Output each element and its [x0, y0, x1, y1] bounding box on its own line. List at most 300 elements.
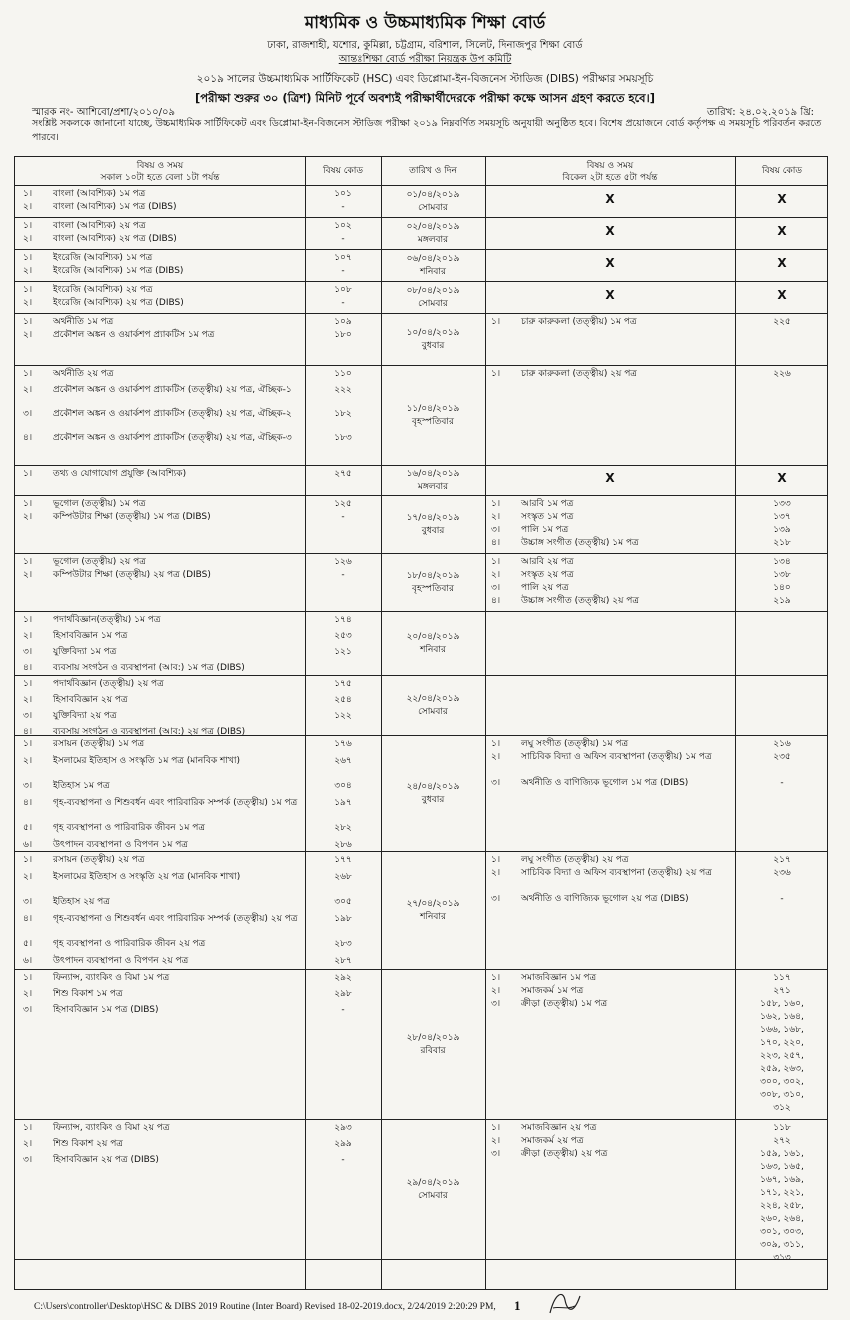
header-date-day: তারিখ ও দিন: [409, 166, 457, 176]
subject-code: ১০২: [334, 221, 352, 231]
subject-code: ২১৬: [773, 739, 791, 749]
afternoon-subject: [491, 867, 729, 880]
item-number: ২।: [491, 512, 501, 522]
morning-subject: [23, 822, 299, 835]
schedule-row: [15, 365, 827, 465]
item-number: ২।: [491, 752, 501, 762]
morning-subject: [23, 896, 299, 909]
schedule-row: [15, 675, 827, 735]
morning-subject: [23, 408, 299, 421]
item-number: ১।: [23, 679, 33, 689]
subject-name: বাংলা (আবশ্যিক) ১ম পত্র: [53, 189, 146, 199]
afternoon-subject: [491, 777, 729, 790]
schedule-row: [15, 611, 827, 675]
item-number: ২।: [491, 570, 501, 580]
morning-subject: [23, 384, 299, 397]
subject-code: ২৫৩: [334, 631, 352, 641]
exam-date: ০২/০৪/২০১৯: [406, 222, 460, 232]
subject-code: ২৯৩: [334, 1123, 352, 1133]
notice-text: সংশ্লিষ্ট সকলকে জানানো যাচ্ছে, উচ্চমাধ্যমিক সার্টিফিকেট এবং ডিপ্লোমা-ইন-বিজনেস স্টাডিজ পরীক্ষা ২০১৯ নিম্নবর্ণিত সময়সূচি অনুযায়ী অনুষ্ঠিত হবে। বিশেষ প্রয়োজনে বোর্ড কর্তৃপক্ষ এ সময়সূচি পরিবর্তন করতে পারবে।: [32, 118, 822, 143]
item-number: ২।: [23, 234, 33, 244]
item-number: ৩।: [491, 894, 501, 904]
item-number: ৩।: [23, 897, 33, 907]
morning-subject: [23, 662, 299, 675]
morning-subject: [23, 511, 299, 524]
item-number: ৩।: [23, 781, 33, 791]
subject-code: -: [341, 512, 345, 522]
afternoon-subject: [491, 738, 729, 751]
item-number: ১।: [491, 973, 501, 983]
exam-day: মঙ্গলবার: [417, 235, 449, 245]
subject-name: হিসাববিজ্ঞান ১ম পত্র (DIBS): [53, 1005, 159, 1015]
subject-code: ২৯৯: [334, 1139, 352, 1149]
subject-code: -: [341, 1005, 345, 1015]
item-number: ২।: [23, 695, 33, 705]
morning-subject: [23, 913, 299, 926]
item-number: ২।: [23, 631, 33, 641]
subject-name: ইসলামের ইতিহাস ও সংস্কৃতি ১ম পত্র (মানবিক শাখা): [53, 756, 240, 766]
item-number: ৬।: [23, 956, 33, 966]
subject-code: ২৮৭: [334, 956, 352, 966]
morning-subject: [23, 220, 299, 233]
exam-day: শনিবার: [420, 267, 446, 277]
subject-code: ১৬৭, ১৬৯,: [760, 1175, 804, 1185]
item-number: ২।: [23, 872, 33, 882]
item-number: ২।: [23, 989, 33, 999]
item-number: ২।: [23, 570, 33, 580]
morning-subject: [23, 188, 299, 201]
exam-title: ২০১৯ সালের উচ্চমাধ্যমিক সার্টিফিকেট (HSC) এবং ডিপ্লোমা-ইন-বিজনেস স্টাডিজ (DIBS) পরীক্ষার সময়সূচি: [196, 73, 654, 85]
item-number: ১।: [23, 189, 33, 199]
header-afternoon-subject: বিষয় ও সময়: [586, 161, 634, 171]
no-exam-mark: X: [777, 288, 787, 302]
item-number: ৩।: [491, 999, 501, 1009]
morning-subject: [23, 678, 299, 691]
subject-code: -: [780, 894, 784, 904]
subject-code: ১৯৮: [334, 914, 352, 924]
afternoon-subject: [491, 569, 729, 582]
no-exam-mark: X: [605, 256, 615, 270]
subject-code: ২৭৫: [334, 469, 352, 479]
subject-code: ১২২: [334, 711, 352, 721]
no-exam-mark: X: [777, 256, 787, 270]
item-number: ৩।: [491, 778, 501, 788]
subject-code: ৩১৩: [773, 1253, 791, 1263]
subject-name: সাচিবিক বিদ্যা ও অফিস ব্যবস্থাপনা (তত্ত্বীয়) ২য় পত্র: [521, 868, 712, 878]
subject-code: ২৮৩: [334, 939, 352, 949]
subject-name: যুক্তিবিদ্যা ১ম পত্র: [53, 647, 117, 657]
subject-code: ১৪০: [773, 583, 791, 593]
item-number: ১।: [23, 285, 33, 295]
item-number: ২।: [23, 298, 33, 308]
exam-day: বৃহস্পতিবার: [412, 584, 454, 594]
item-number: ১।: [23, 739, 33, 749]
item-number: ৫।: [23, 939, 33, 949]
exam-date: ০৮/০৪/২০১৯: [406, 286, 460, 296]
morning-subject: [23, 233, 299, 246]
item-number: ১।: [491, 557, 501, 567]
subject-name: তথ্য ও যোগাযোগ প্রযুক্তি (আবশ্যিক): [53, 469, 187, 479]
subject-name: প্রকৌশল অঙ্কন ও ওয়ার্কশপ প্র্যাকটিস (তত্ত্বীয়) ২য় পত্র, ঐচ্ছিক-৩: [53, 433, 292, 443]
morning-subject: [23, 694, 299, 707]
subject-code: -: [341, 570, 345, 580]
subject-code: -: [341, 298, 345, 308]
exam-day: বুধবার: [421, 341, 445, 351]
subject-code: ১৬৬, ১৬৮,: [760, 1025, 804, 1035]
afternoon-subject: [491, 998, 729, 1011]
item-number: ১।: [23, 499, 33, 509]
item-number: ১।: [491, 855, 501, 865]
subject-name: সমাজবিজ্ঞান ১ম পত্র: [521, 973, 597, 983]
afternoon-subject: [491, 524, 729, 537]
item-number: ২।: [23, 385, 33, 395]
morning-subject: [23, 1138, 299, 1151]
exam-day: সোমবার: [418, 707, 448, 717]
morning-subject: [23, 972, 299, 985]
subject-code: ৩০৮, ৩১০,: [760, 1090, 804, 1100]
subject-code: -: [341, 202, 345, 212]
subject-name: ইংরেজি (আবশ্যিক) ১ম পত্র: [53, 253, 153, 263]
item-number: ১।: [23, 557, 33, 567]
subject-name: প্রকৌশল অঙ্কন ও ওয়ার্কশপ প্র্যাকটিস (তত্ত্বীয়) ২য় পত্র, ঐচ্ছিক-২: [53, 409, 292, 419]
item-number: ৫।: [23, 823, 33, 833]
subject-code: ২৩৫: [773, 752, 791, 762]
item-number: ২।: [491, 868, 501, 878]
subject-name: চারু কারুকলা (তত্ত্বীয়) ২য় পত্র: [521, 369, 637, 379]
no-exam-mark: X: [605, 192, 615, 206]
subject-code: ২২২: [334, 385, 352, 395]
subject-name: অর্থনীতি ১ম পত্র: [53, 317, 114, 327]
morning-subject: [23, 498, 299, 511]
page-number: 1: [514, 1298, 521, 1313]
subject-code: ১৩৭: [773, 512, 791, 522]
subject-name: ইংরেজি (আবশ্যিক) ২য় পত্র (DIBS): [53, 298, 184, 308]
morning-subject: [23, 316, 299, 329]
header-code-2: বিষয় কোড: [762, 166, 802, 176]
subject-name: ইংরেজি (আবশ্যিক) ২য় পত্র: [53, 285, 153, 295]
header-morning-time: সকাল ১০টা হতে বেলা ১টা পর্যন্ত: [100, 173, 220, 183]
subject-name: শিশু বিকাশ ২য় পত্র: [53, 1139, 123, 1149]
subject-name: ইতিহাস ১ম পত্র: [53, 781, 110, 791]
item-number: ১।: [491, 499, 501, 509]
item-number: ২।: [23, 330, 33, 340]
schedule-row: [15, 249, 827, 281]
exam-date: ১১/০৪/২০১৯: [406, 404, 460, 414]
subject-name: পদার্থবিজ্ঞান(তত্ত্বীয়) ১ম পত্র: [53, 615, 161, 625]
subject-name: গৃহ ব্যবস্থাপনা ও পারিবারিক জীবন ২য় পত্র: [53, 939, 206, 949]
afternoon-subject: [491, 368, 729, 381]
afternoon-subject: [491, 537, 729, 550]
header-afternoon-time: বিকেল ২টা হতে ৫টা পর্যন্ত: [562, 173, 658, 183]
subject-code: -: [341, 234, 345, 244]
subject-code: ১২৬: [334, 557, 352, 567]
subject-name: আরবি ২য় পত্র: [521, 557, 574, 567]
no-exam-mark: X: [605, 471, 615, 485]
subject-name: সংস্কৃত ২য় পত্র: [521, 570, 574, 580]
morning-subject: [23, 468, 299, 481]
subject-code: -: [341, 266, 345, 276]
exam-date: ০১/০৪/২০১৯: [406, 190, 460, 200]
subject-name: সমাজবিজ্ঞান ২য় পত্র: [521, 1123, 597, 1133]
subject-code: ১৩৯: [773, 525, 791, 535]
subject-name: যুক্তিবিদ্যা ২য় পত্র: [53, 711, 117, 721]
subject-name: বাংলা (আবশ্যিক) ২য় পত্র (DIBS): [53, 234, 177, 244]
signature-mark: [545, 1288, 585, 1318]
no-exam-mark: X: [777, 192, 787, 206]
subject-name: সাচিবিক বিদ্যা ও অফিস ব্যবস্থাপনা (তত্ত্বীয়) ১ম পত্র: [521, 752, 712, 762]
no-exam-mark: X: [605, 288, 615, 302]
schedule-row: [15, 185, 827, 217]
item-number: ২।: [23, 1139, 33, 1149]
subject-code: -: [780, 778, 784, 788]
subject-name: ক্রীড়া (তত্ত্বীয়) ২য় পত্র: [521, 1149, 608, 1159]
subject-name: পালি ২য় পত্র: [521, 583, 569, 593]
item-number: ২।: [491, 1136, 501, 1146]
exam-date: ১৬/০৪/২০১৯: [406, 469, 460, 479]
item-number: ৩।: [23, 711, 33, 721]
exam-day: মঙ্গলবার: [417, 482, 449, 492]
item-number: ১।: [491, 317, 501, 327]
subject-name: লঘু সংগীত (তত্ত্বীয়) ২য় পত্র: [521, 855, 629, 865]
morning-subject: [23, 1154, 299, 1167]
subject-name: প্রকৌশল অঙ্কন ও ওয়ার্কশপ প্র্যাকটিস (তত্ত্বীয়) ২য় পত্র, ঐচ্ছিক-১: [53, 385, 292, 395]
schedule-table: [14, 156, 828, 1290]
item-number: ৪।: [23, 914, 33, 924]
subject-name: উচ্চাঙ্গ সংগীত (তত্ত্বীয়) ২য় পত্র: [521, 596, 639, 606]
subject-name: লঘু সংগীত (তত্ত্বীয়) ১ম পত্র: [521, 739, 629, 749]
subject-name: ভূগোল (তত্ত্বীয়) ২য় পত্র: [53, 557, 146, 567]
morning-subject: [23, 854, 299, 867]
subject-name: ভূগোল (তত্ত্বীয়) ১ম পত্র: [53, 499, 146, 509]
schedule-row: [15, 313, 827, 365]
afternoon-subject: [491, 595, 729, 608]
subject-name: ফিন্যান্স, ব্যাংকিং ও বিমা ১ম পত্র: [53, 973, 170, 983]
item-number: ১।: [23, 1123, 33, 1133]
subject-code: ১৩৩: [773, 499, 791, 509]
subject-code: ১১৭: [773, 973, 791, 983]
afternoon-subject: [491, 751, 729, 764]
subject-name: রসায়ন (তত্ত্বীয়) ১ম পত্র: [53, 739, 145, 749]
subject-code: ১৭৬: [334, 739, 352, 749]
schedule-row: [15, 851, 827, 969]
item-number: ১।: [23, 317, 33, 327]
morning-subject: [23, 284, 299, 297]
exam-date: ২৭/০৪/২০১৯: [406, 899, 460, 909]
subject-code: ১৭১, ২২১,: [760, 1188, 804, 1198]
item-number: ৪।: [491, 538, 501, 548]
exam-day: সোমবার: [418, 203, 448, 213]
morning-subject: [23, 630, 299, 643]
subject-code: ১২১: [334, 647, 352, 657]
subject-name: সংস্কৃত ১ম পত্র: [521, 512, 574, 522]
exam-day: শনিবার: [420, 912, 446, 922]
item-number: ৩।: [23, 1005, 33, 1015]
morning-subject: [23, 1004, 299, 1017]
morning-subject: [23, 738, 299, 751]
exam-date: ২৯/০৪/২০১৯: [406, 1178, 460, 1188]
afternoon-subject: [491, 498, 729, 511]
subject-code: ১৩৪: [773, 557, 791, 567]
header-morning-subject: বিষয় ও সময়: [136, 161, 184, 171]
item-number: ১।: [23, 855, 33, 865]
subject-name: কম্পিউটার শিক্ষা (তত্ত্বীয়) ২য় পত্র (DIBS): [53, 570, 211, 580]
subject-code: ১৮৩: [334, 433, 352, 443]
boards-list: ঢাকা, রাজশাহী, যশোর, কুমিল্লা, চট্টগ্রাম, বরিশাল, সিলেট, দিনাজপুর শিক্ষা বোর্ড: [267, 40, 583, 51]
schedule-row: [15, 969, 827, 1119]
subject-code: ১০৮: [334, 285, 352, 295]
subject-name: চারু কারুকলা (তত্ত্বীয়) ১ম পত্র: [521, 317, 637, 327]
subject-name: উৎপাদন ব্যবস্থাপনা ও বিপণন ২য় পত্র: [53, 956, 189, 966]
item-number: ২।: [23, 202, 33, 212]
subject-name: ব্যবসায় সংগঠন ও ব্যবস্থাপনা (আব:) ২য় পত্র (DIBS): [53, 727, 246, 737]
exam-date: ২৪/০৪/২০১৯: [406, 782, 460, 792]
morning-subject: [23, 710, 299, 723]
subject-name: উৎপাদন ব্যবস্থাপনা ও বিপণন ১ম পত্র: [53, 840, 188, 850]
committee-name: আন্তঃশিক্ষা বোর্ড পরীক্ষা নিয়ন্ত্রক উপ কমিটি: [338, 54, 512, 65]
morning-subject: [23, 988, 299, 1001]
item-number: ৩।: [23, 647, 33, 657]
subject-name: ব্যবসায় সংগঠন ও ব্যবস্থাপনা (আব:) ১ম পত্র (DIBS): [53, 663, 245, 673]
subject-name: কম্পিউটার শিক্ষা (তত্ত্বীয়) ১ম পত্র (DIBS): [53, 512, 211, 522]
morning-subject: [23, 368, 299, 381]
subject-name: অর্থনীতি ও বাণিজ্যিক ভূগোল ১ম পত্র (DIBS): [521, 778, 689, 788]
morning-subject: [23, 329, 299, 342]
item-number: ১।: [23, 253, 33, 263]
subject-code: ১৭৭: [334, 855, 352, 865]
header-code: বিষয় কোড: [323, 166, 363, 176]
subject-name: হিসাববিজ্ঞান ১ম পত্র: [53, 631, 128, 641]
item-number: ৩।: [23, 409, 33, 419]
subject-code: ১৫৮, ১৬০,: [760, 999, 804, 1009]
schedule-row: [15, 553, 827, 611]
subject-name: বাংলা (আবশ্যিক) ২য় পত্র: [53, 221, 146, 231]
subject-code: ২৩৬: [773, 868, 791, 878]
afternoon-subject: [491, 1122, 729, 1135]
subject-name: অর্থনীতি ২য় পত্র: [53, 369, 114, 379]
exam-day: শনিবার: [420, 645, 446, 655]
issue-date: তারিখ: ২৪.০২.২০১৯ খ্রি:: [706, 107, 814, 118]
schedule-row: [15, 495, 827, 553]
exam-day: বৃহস্পতিবার: [412, 417, 454, 427]
morning-subject: [23, 432, 299, 445]
subject-name: ইতিহাস ২য় পত্র: [53, 897, 110, 907]
morning-subject: [23, 955, 299, 968]
no-exam-mark: X: [777, 471, 787, 485]
schedule-row: [15, 465, 827, 495]
subject-code: ৩১২: [773, 1103, 791, 1113]
item-number: ৪।: [23, 727, 33, 737]
item-number: ৩।: [23, 1155, 33, 1165]
item-number: ২।: [23, 512, 33, 522]
subject-name: রসায়ন (তত্ত্বীয়) ২য় পত্র: [53, 855, 145, 865]
subject-code: ১০৭: [334, 253, 352, 263]
morning-subject: [23, 265, 299, 278]
subject-name: গৃহ-ব্যবস্থাপনা ও শিশুবর্ধন এবং পারিবারিক সম্পর্ক (তত্ত্বীয়) ১ম পত্র: [53, 798, 298, 808]
subject-code: ২৮২: [334, 823, 352, 833]
subject-name: ফিন্যান্স, ব্যাংকিং ও বিমা ২য় পত্র: [53, 1123, 170, 1133]
item-number: ৬।: [23, 840, 33, 850]
afternoon-subject: [491, 556, 729, 569]
subject-code: ১৫৯, ১৬১,: [760, 1149, 804, 1159]
morning-subject: [23, 1122, 299, 1135]
subject-code: ২১৮: [773, 538, 791, 548]
subject-code: ১৩৮: [773, 570, 791, 580]
subject-name: আরবি ১ম পত্র: [521, 499, 574, 509]
subject-code: ১৯৭: [334, 798, 352, 808]
item-number: ৪।: [491, 596, 501, 606]
item-number: ৩।: [491, 1149, 501, 1159]
instruction: [পরীক্ষা শুরুর ৩০ (ত্রিশ) মিনিট পূর্বে অবশ্যই পরীক্ষার্থীদেরকে পরীক্ষা কক্ষে আসন গ্রহণ করতে হবে।]: [195, 91, 655, 105]
schedule-row: [15, 735, 827, 851]
subject-name: বাংলা (আবশ্যিক) ১ম পত্র (DIBS): [53, 202, 177, 212]
morning-subject: [23, 797, 299, 810]
subject-code: ২৮৬: [334, 840, 352, 850]
subject-code: ২৯২: [334, 973, 352, 983]
item-number: ১।: [23, 973, 33, 983]
afternoon-subject: [491, 985, 729, 998]
subject-code: ২৬৭: [334, 756, 352, 766]
subject-code: ২১৯: [773, 596, 791, 606]
afternoon-subject: [491, 511, 729, 524]
subject-code: -: [341, 1155, 345, 1165]
item-number: ১।: [23, 469, 33, 479]
file-path-footer: C:\Users\controller\Desktop\HSC & DIBS 2019 Routine (Inter Board) Revised 18-02-2019.docx, 2/24/2019 2:20:29 PM,: [34, 1302, 496, 1312]
item-number: ২।: [23, 266, 33, 276]
exam-date: ০৬/০৪/২০১৯: [406, 254, 460, 264]
exam-date: ২২/০৪/২০১৯: [406, 694, 460, 704]
item-number: ৩।: [491, 525, 501, 535]
exam-day: সোমবার: [418, 1191, 448, 1201]
subject-code: ৩০০, ৩০২,: [760, 1077, 804, 1087]
subject-code: ১৮২: [334, 409, 352, 419]
morning-subject: [23, 646, 299, 659]
morning-subject: [23, 252, 299, 265]
subject-code: ২৭২: [773, 1136, 791, 1146]
subject-code: ১০৯: [334, 317, 352, 327]
item-number: ১।: [491, 1123, 501, 1133]
subject-name: সমাজকর্ম ২য় পত্র: [521, 1136, 584, 1146]
no-exam-mark: X: [777, 224, 787, 238]
item-number: ১।: [23, 369, 33, 379]
subject-code: ২৭১: [773, 986, 791, 996]
exam-date: ১৮/০৪/২০১৯: [406, 571, 460, 581]
subject-code: ১৬৩, ১৬৫,: [760, 1162, 804, 1172]
subject-code: ১৭৫: [334, 679, 352, 689]
subject-name: ইংরেজি (আবশ্যিক) ১ম পত্র (DIBS): [53, 266, 184, 276]
exam-date: ১৭/০৪/২০১৯: [406, 513, 460, 523]
morning-subject: [23, 938, 299, 951]
morning-subject: [23, 780, 299, 793]
board-title: মাধ্যমিক ও উচ্চমাধ্যমিক শিক্ষা বোর্ড: [304, 13, 546, 33]
subject-name: অর্থনীতি ও বাণিজ্যিক ভূগোল ২য় পত্র (DIBS): [521, 894, 689, 904]
item-number: ৪।: [23, 663, 33, 673]
subject-name: হিসাববিজ্ঞান ২য় পত্র: [53, 695, 128, 705]
afternoon-subject: [491, 972, 729, 985]
schedule-row: [15, 217, 827, 249]
subject-code: ৩০৯, ৩১১,: [760, 1240, 804, 1250]
item-number: ১।: [491, 369, 501, 379]
subject-code: ২১৭: [773, 855, 791, 865]
subject-code: ১৭০, ২২০,: [760, 1038, 804, 1048]
subject-code: ১৮০: [334, 330, 352, 340]
exam-date: ১০/০৪/২০১৯: [406, 328, 460, 338]
subject-code: ২৬৮: [334, 872, 352, 882]
subject-code: ১০১: [334, 189, 352, 199]
item-number: ২।: [23, 756, 33, 766]
item-number: ৪।: [23, 798, 33, 808]
morning-subject: [23, 755, 299, 768]
item-number: ৩।: [491, 583, 501, 593]
